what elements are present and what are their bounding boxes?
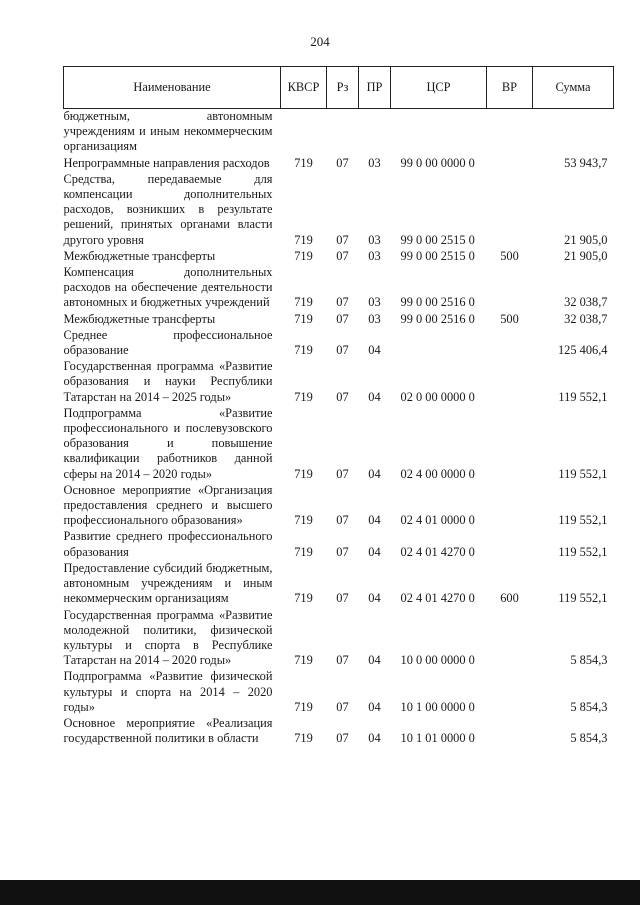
- row-csr: 99 0 00 0000 0: [400, 155, 475, 170]
- row-pr: 04: [368, 591, 381, 606]
- row-kvsr: 719: [294, 155, 313, 170]
- row-rz: 07: [336, 653, 349, 668]
- row-rz: 07: [336, 248, 349, 263]
- row-name: Компенсация дополнительных расходов на обеспечение деятельности автономных и бюджетных учреждений: [63, 265, 273, 310]
- row-name: Государственная программа «Развитие образования и науки Республики Татарстан на 2014 – 2025 годы»: [63, 359, 273, 404]
- row-pr: 04: [368, 544, 381, 559]
- row-rz: 07: [336, 295, 349, 310]
- row-csr: 02 4 01 4270 0: [400, 591, 475, 606]
- row-kvsr: 719: [294, 466, 313, 481]
- row-name: Подпрограмма «Развитие профессионального и послевузовского образования и повышение квалификации работников данной сферы на 2014 – 2020 годы»: [63, 405, 273, 481]
- row-sum: 119 552,1: [558, 591, 608, 606]
- row-sum: 119 552,1: [558, 513, 608, 528]
- table-row: [64, 561, 614, 608]
- row-vr: [487, 483, 533, 530]
- row-name: бюджетным, автономным учреждениям и иным некоммерческим организациям: [63, 109, 273, 154]
- row-kvsr: 719: [294, 513, 313, 528]
- row-csr: 99 0 00 2516 0: [400, 311, 475, 326]
- column-header-rz: Рз: [327, 67, 359, 109]
- row-kvsr: 719: [294, 232, 313, 247]
- column-header-sum: Сумма: [533, 67, 614, 109]
- row-kvsr: 719: [294, 731, 313, 746]
- row-csr: 99 0 00 2515 0: [400, 248, 475, 263]
- row-csr: 02 4 01 4270 0: [400, 544, 475, 559]
- row-vr: [487, 669, 533, 716]
- row-pr: 04: [368, 343, 381, 358]
- table-row: [64, 529, 614, 560]
- row-vr: [487, 608, 533, 670]
- row-sum: 119 552,1: [558, 466, 608, 481]
- row-rz: 07: [336, 466, 349, 481]
- row-pr: 04: [368, 466, 381, 481]
- row-pr: 03: [368, 232, 381, 247]
- table-row: [64, 328, 614, 359]
- row-rz: 07: [336, 389, 349, 404]
- row-csr: 10 0 00 0000 0: [400, 653, 475, 668]
- row-rz: [327, 109, 359, 156]
- row-rz: 07: [336, 544, 349, 559]
- row-sum: 5 854,3: [570, 699, 608, 714]
- row-csr: 02 4 00 0000 0: [400, 466, 475, 481]
- row-pr: 04: [368, 731, 381, 746]
- row-name: Государственная программа «Развитие молодежной политики, физической культуры и спорта в Республике Татарстан на 2014 – 2020 годы»: [63, 607, 273, 668]
- row-pr: 04: [368, 513, 381, 528]
- row-vr: [487, 172, 533, 249]
- table-row: [64, 406, 614, 483]
- row-rz: 07: [336, 155, 349, 170]
- column-header-csr: ЦСР: [391, 67, 487, 109]
- row-sum: 21 905,0: [564, 248, 608, 263]
- table-header: [64, 67, 614, 109]
- table-row: [64, 172, 614, 249]
- row-rz: 07: [336, 513, 349, 528]
- row-name: Основное мероприятие «Организация предоставления среднего и высшего профессионального образования»: [63, 482, 273, 528]
- table-row: [64, 109, 614, 156]
- row-sum: 32 038,7: [564, 311, 608, 326]
- row-vr: [487, 529, 533, 560]
- row-sum: 119 552,1: [558, 389, 608, 404]
- row-kvsr: [281, 109, 327, 156]
- row-kvsr: 719: [294, 591, 313, 606]
- row-kvsr: 719: [294, 653, 313, 668]
- row-rz: 07: [336, 343, 349, 358]
- row-pr: 03: [368, 311, 381, 326]
- row-rz: 07: [336, 731, 349, 746]
- table-row: [64, 156, 614, 172]
- row-sum: 5 854,3: [570, 653, 608, 668]
- row-rz: 07: [336, 591, 349, 606]
- table-row: [64, 608, 614, 670]
- row-csr: [391, 109, 487, 156]
- table-row: [64, 265, 614, 312]
- row-vr: [487, 406, 533, 483]
- row-pr: 04: [368, 699, 381, 714]
- scan-bottom-edge: [0, 880, 640, 905]
- row-csr: 02 4 01 0000 0: [400, 513, 475, 528]
- row-kvsr: 719: [294, 295, 313, 310]
- row-kvsr: 719: [294, 699, 313, 714]
- row-sum: 53 943,7: [564, 155, 608, 170]
- row-pr: 04: [368, 389, 381, 404]
- row-name: Развитие среднего профессионального образования: [63, 529, 273, 559]
- row-vr: 500: [500, 311, 519, 326]
- row-name: Основное мероприятие «Реализация государственной политики в области: [63, 715, 273, 746]
- row-vr: [487, 109, 533, 156]
- column-header-name: Наименование: [64, 67, 281, 109]
- row-kvsr: 719: [294, 389, 313, 404]
- row-rz: 07: [336, 311, 349, 326]
- row-name: Средства, передаваемые для компенсации дополнительных расходов, возникших в результате решений, принятых органами власти другого уровня: [63, 171, 273, 247]
- row-name: Среднее профессиональное образование: [63, 327, 273, 358]
- budget-table: [63, 66, 614, 747]
- row-pr: 03: [368, 295, 381, 310]
- row-sum: 5 854,3: [570, 731, 608, 746]
- row-rz: 07: [336, 699, 349, 714]
- table-row: [64, 312, 614, 328]
- row-vr: [487, 265, 533, 312]
- row-name: Предоставление субсидий бюджетным, автономным учреждениям и иным некоммерческим организациям: [63, 560, 273, 606]
- row-kvsr: 719: [294, 248, 313, 263]
- row-sum: 119 552,1: [558, 544, 608, 559]
- row-name: Межбюджетные трансферты: [63, 311, 216, 326]
- row-csr: [391, 328, 487, 359]
- row-pr: [359, 109, 391, 156]
- column-header-pr: ПР: [359, 67, 391, 109]
- row-csr: 10 1 01 0000 0: [400, 731, 475, 746]
- row-pr: 03: [368, 248, 381, 263]
- row-name: Межбюджетные трансферты: [63, 248, 216, 263]
- table-row: [64, 359, 614, 406]
- table-row: [64, 669, 614, 716]
- row-rz: 07: [336, 232, 349, 247]
- row-csr: 99 0 00 2516 0: [400, 295, 475, 310]
- row-vr: [487, 156, 533, 172]
- row-sum: 32 038,7: [564, 295, 608, 310]
- row-csr: 99 0 00 2515 0: [400, 232, 475, 247]
- column-header-kvsr: КВСР: [281, 67, 327, 109]
- row-name: Непрограммные направления расходов: [63, 155, 270, 170]
- row-sum: [533, 109, 614, 156]
- row-vr: 500: [500, 248, 519, 263]
- row-vr: 600: [500, 591, 519, 606]
- row-sum: 125 406,4: [557, 343, 608, 358]
- table-body: [64, 109, 614, 748]
- row-kvsr: 719: [294, 311, 313, 326]
- row-vr: [487, 328, 533, 359]
- row-kvsr: 719: [294, 544, 313, 559]
- table-row: [64, 249, 614, 265]
- table-row: [64, 483, 614, 530]
- row-name: Подпрограмма «Развитие физической культуры и спорта на 2014 – 2020 годы»: [63, 669, 273, 714]
- budget-table-container: [63, 66, 613, 747]
- table-row: [64, 716, 614, 747]
- row-vr: [487, 359, 533, 406]
- page-number: 204: [310, 34, 330, 49]
- row-sum: 21 905,0: [564, 232, 608, 247]
- row-vr: [487, 716, 533, 747]
- row-csr: 10 1 00 0000 0: [400, 699, 475, 714]
- row-csr: 02 0 00 0000 0: [400, 389, 475, 404]
- row-pr: 03: [368, 155, 381, 170]
- column-header-vr: ВР: [487, 67, 533, 109]
- row-pr: 04: [368, 653, 381, 668]
- row-kvsr: 719: [294, 343, 313, 358]
